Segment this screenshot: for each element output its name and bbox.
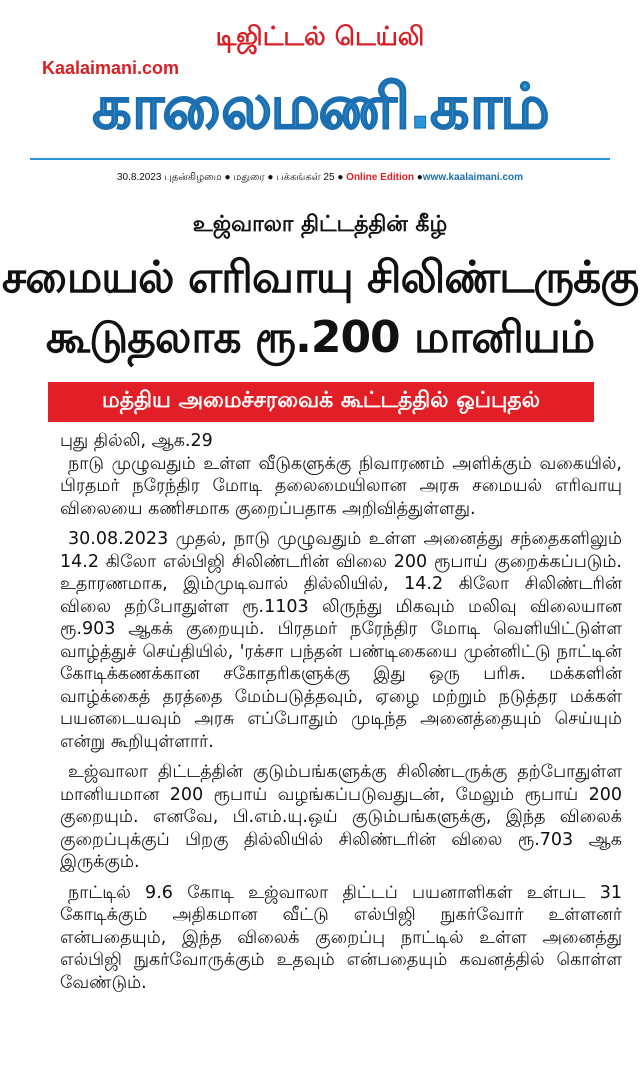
city: மதுரை [233, 172, 265, 183]
article-body [60, 430, 622, 994]
website-link[interactable]: www.kaalaimani.com [422, 172, 524, 183]
newspaper-logo: காலைமணி.காம் [92, 70, 548, 143]
bullet: ● [337, 172, 344, 183]
kicker: உஜ்வாலா திட்டத்தின் கீழ் [192, 212, 448, 237]
subheadline: மத்திய அமைச்சரவைக் கூட்டத்தில் ஒப்புதல் [48, 382, 594, 422]
headline [0, 248, 640, 368]
headline-line-2: கூடுதலாக ரூ.200 மானியம் [45, 312, 595, 363]
edition: Online Edition [346, 172, 414, 183]
paragraph: 30.08.2023 முதல், நாடு முழுவதும் உள்ள அனைத்து சந்தைகளிலும் 14.2 கிலோ எல்பிஜி சிலிண்டரின் விலை 200 ரூபாய் குறைக்கப்படும். உதாரணமாக, இம்முடிவால் தில்லியில், 14.2 கிலோ சிலிண்டரின் விலை தற்போதுள்ள ரூ.1103 லிருந்து மிகவும் மலிவு விலையான ரூ.903 ஆகக் குறையும். பிரதமர் நரேந்திர மோடி வெளியிட்டுள்ள வாழ்த்துச் செய்தியில், 'ரக்சா பந்தன் பண்டிகையை முன்னிட்டு நாட்டின் கோடிக்கணக்கான சகோதரிகளுக்கு இது ஒரு பரிசு. மக்களின் வாழ்க்கைத் தரத்தை மேம்படுத்தவும், ஏழை மற்றும் நடுத்தர மக்கள் பயனடையவும் அரசு எப்போதும் முடிந்த அனைத்தையும் செய்யும் என்று கூறியுள்ளார். [60, 529, 622, 752]
paragraph: உஜ்வாலா திட்டத்தின் குடும்பங்களுக்கு சிலிண்டருக்கு தற்போதுள்ள மானியமான 200 ரூபாய் வழங்கப்படுவதுடன், மேலும் ரூபாய் 200 குறையும். எனவே, பி.எம்.யு.ஒய் குடும்பங்களுக்கு, இந்த விலைக் குறைப்புக்குப் பிறகு தில்லியில் சிலிண்டரின் விலை ரூ.703 ஆக இருக்கும். [60, 762, 622, 872]
divider [30, 158, 610, 160]
site-name: Kaalaimani.com [42, 58, 180, 78]
dateline [0, 172, 640, 184]
bullet: ● [267, 172, 274, 183]
paragraph: நாட்டில் 9.6 கோடி உஜ்வாலா திட்டப் பயனாளிகள் உள்பட 31 கோடிக்கும் அதிகமான வீட்டு எல்பிஜி நுகர்வோர் உள்ளனர் என்பதையும், இந்த விலைக் குறைப்பு நாட்டில் உள்ள அனைத்து எல்பிஜி நுகர்வோருக்கும் உதவும் என்பதையும் கவனத்தில் கொள்ள வேண்டும். [60, 882, 622, 993]
page-count: பக்கங்கள் 25 [276, 172, 335, 183]
masthead [0, 0, 640, 162]
date: 30.8.2023 புதன்கிழமை [116, 172, 222, 183]
tagline: டிஜிட்டல் டெய்லி [215, 22, 425, 52]
place-date: புது தில்லி, ஆக.29 [60, 431, 213, 451]
bullet: ● [224, 172, 231, 183]
paragraph: நாடு முழுவதும் உள்ள வீடுகளுக்கு நிவாரணம் அளிக்கும் வகையில், பிரதமர் நரேந்திர மோடி தலைமையிலான அரசு சமையல் எரிவாயு விலையை கணிசமாக குறைப்பதாக அறிவித்துள்ளது. [60, 453, 622, 519]
bullet: ● [416, 172, 423, 183]
headline-line-1: சமையல் எரிவாயு சிலிண்டருக்கு [1, 252, 639, 303]
